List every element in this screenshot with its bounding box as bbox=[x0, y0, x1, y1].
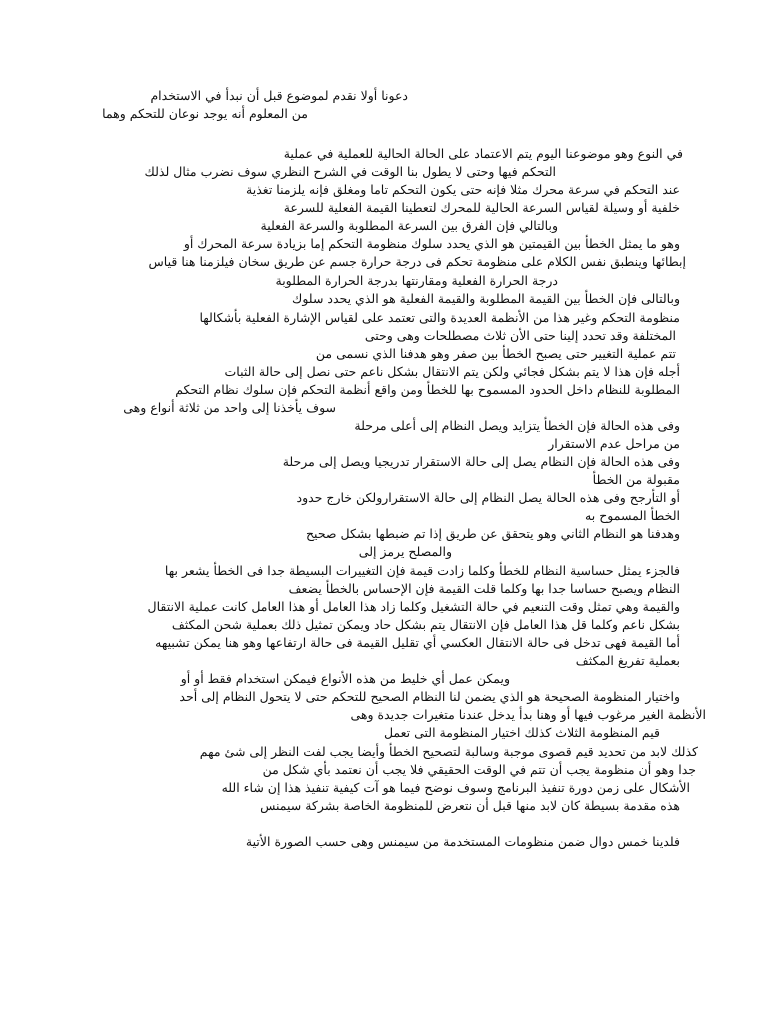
text-line: المطلوبة للنظام داخل الحدود المسموح بها للخطأ ومن واقع أنظمة التحكم فإن سلوك نظام التحكم bbox=[175, 382, 680, 397]
text-line: التحكم فيها وحتى لا يطول بنا الوقت في الشرح النظري سوف نضرب مثال لذلك bbox=[144, 164, 556, 179]
text-line: المختلفة وقد تحدد إلينا حتى الأن ثلاث مصطلحات وهى وحتى bbox=[364, 328, 676, 343]
text-line: هذه مقدمة بسيطة كان لابد منها قبل أن نتعرض للمنظومة الخاصة بشركة سيمنس bbox=[260, 798, 680, 813]
text-line: خلفية أو وسيلة لقياس السرعة الحالية للمحرك لتعطينا القيمة الفعلية للسرعة bbox=[283, 200, 680, 215]
text-line: والمصلح يرمز إلى bbox=[358, 544, 452, 559]
text-line: الأشكال على زمن دورة تنفيذ البرنامج وسوف نوضح فيما هو آت كيفية تنفيذ هذا إن شاء الله bbox=[221, 780, 690, 795]
text-line: سوف يأخذنا إلى واحد من ثلاثة أنواع وهى bbox=[123, 400, 336, 415]
text-line: وبالتالي فإن الفرق بين السرعة المطلوبة والسرعة الفعلية bbox=[260, 218, 558, 233]
text-line: الخطأ المسموح به bbox=[585, 508, 680, 523]
text-line: من مراحل عدم الاستقرار bbox=[548, 436, 680, 451]
text-line: أما القيمة فهى تدخل فى حالة الانتقال العكسي أي تقليل القيمة فى حالة ارتفاعها وهو هنا يمكن تشبيهه bbox=[155, 635, 680, 650]
text-line: فالجزء يمثل حساسية النظام للخطأ وكلما زادت قيمة فإن التغييرات البسيطة جدا فى الخطأ يشعر بها bbox=[164, 563, 680, 578]
text-line: من المعلوم أنه يوجد نوعان للتحكم وهما bbox=[102, 106, 308, 121]
text-line: كذلك لابد من تحديد قيم قصوى موجبة وسالبة لتصحيح الخطأ وأيضا يجب لفت النظر إلى شئ مهم bbox=[199, 744, 698, 759]
text-line: أجله فإن هذا لا يتم بشكل فجائي ولكن يتم الانتقال بشكل ناعم حتى نصل إلى حالة الثبات bbox=[224, 364, 680, 379]
text-line: ويمكن عمل أي خليط من هذه الأنواع فيمكن استخدام فقط أو أو bbox=[180, 671, 510, 686]
text-line: في النوع وهو موضوعنا اليوم يتم الاعتماد على الحالة الحالية للعملية في عملية bbox=[283, 146, 683, 161]
text-line: وهدفنا هو النظام الثاني وهو يتحقق عن طريق إذا تم ضبطها بشكل صحيح bbox=[305, 526, 680, 541]
text-line: وفى هذه الحالة فإن الخطأ يتزايد ويصل النظام إلى أعلى مرحلة bbox=[354, 418, 680, 433]
text-line: مقبولة من الخطأ bbox=[592, 472, 680, 487]
text-line: واختيار المنظومة الصحيحة هو الذي يضمن لنا النظام الصحيح للتحكم حتى لا يتحول النظام إلى أحد bbox=[179, 689, 680, 704]
text-line: بشكل ناعم وكلما قل هذا العامل فإن الانتقال يتم بشكل حاد ويمكن تمثيل ذلك بعملية شحن المكثف bbox=[171, 617, 680, 632]
text-line: دعونا أولا نقدم لموضوع قبل أن نبدأ في الاستخدام bbox=[150, 88, 408, 103]
text-line: درجة الحرارة الفعلية ومقارنتها بدرجة الحرارة المطلوبة bbox=[275, 273, 558, 288]
text-line: وهو ما يمثل الخطأ بين القيمتين هو الذي يحدد سلوك منظومة التحكم إما بزيادة سرعة المحرك أو bbox=[183, 236, 680, 251]
text-line: عند التحكم في سرعة محرك مثلا فإنه حتى يكون التحكم تاما ومغلق فإنه يلزمنا تغذية bbox=[246, 182, 680, 197]
text-line: والقيمة وهي تمثل وقت التنعيم في حالة التشغيل وكلما زاد هذا العامل أو هذا العامل كانت عملية الانتقال bbox=[147, 599, 680, 614]
text-line: الأنظمة الغير مرغوب فيها أو وهنا بدأ يدخل عندنا متغيرات جديدة وهى bbox=[350, 707, 706, 722]
text-line: قيم المنظومة الثلاث كذلك اختيار المنظومة التى تعمل bbox=[383, 725, 660, 740]
text-line: إبطائها وينطبق نفس الكلام على منظومة تحكم فى درجة حرارة جسم عن طريق سخان فيلزمنا هنا قياس bbox=[148, 254, 686, 269]
text-line: وبالتالى فإن الخطأ بين القيمة المطلوبة والقيمة الفعلية هو الذي يحدد سلوك bbox=[292, 291, 680, 306]
text-line: فلدينا خمس دوال ضمن منظومات المستخدمة من سيمنس وهى حسب الصورة الأتية bbox=[245, 834, 680, 849]
text-line: وفى هذه الحالة فإن النظام يصل إلى حالة الاستقرار تدريجيا ويصل إلى مرحلة bbox=[282, 454, 680, 469]
text-line: منظومة التحكم وغير هذا من الأنظمة العديدة والتى تعتمد على لقياس الإشارة الفعلية بأشكالها bbox=[199, 310, 680, 325]
text-line: تتم عملية التغيير حتى يصبح الخطأ بين صفر وهو هدفنا الذي نسمى من bbox=[315, 346, 676, 361]
text-line: أو التأرجح وفى هذه الحالة يصل النظام إلى حالة الاستقرارولكن خارج حدود bbox=[296, 490, 680, 505]
text-line: النظام ويصبح حساسا جدا بها وكلما قلت القيمة فإن الإحساس بالخطأ يضعف bbox=[288, 581, 680, 596]
text-line: بعملية تفريغ المكثف bbox=[575, 653, 680, 668]
text-line: جدا وهو أن منظومة يجب أن تتم في الوقت الحقيقي فلا يجب أن نعتمد بأي شكل من bbox=[262, 762, 696, 777]
